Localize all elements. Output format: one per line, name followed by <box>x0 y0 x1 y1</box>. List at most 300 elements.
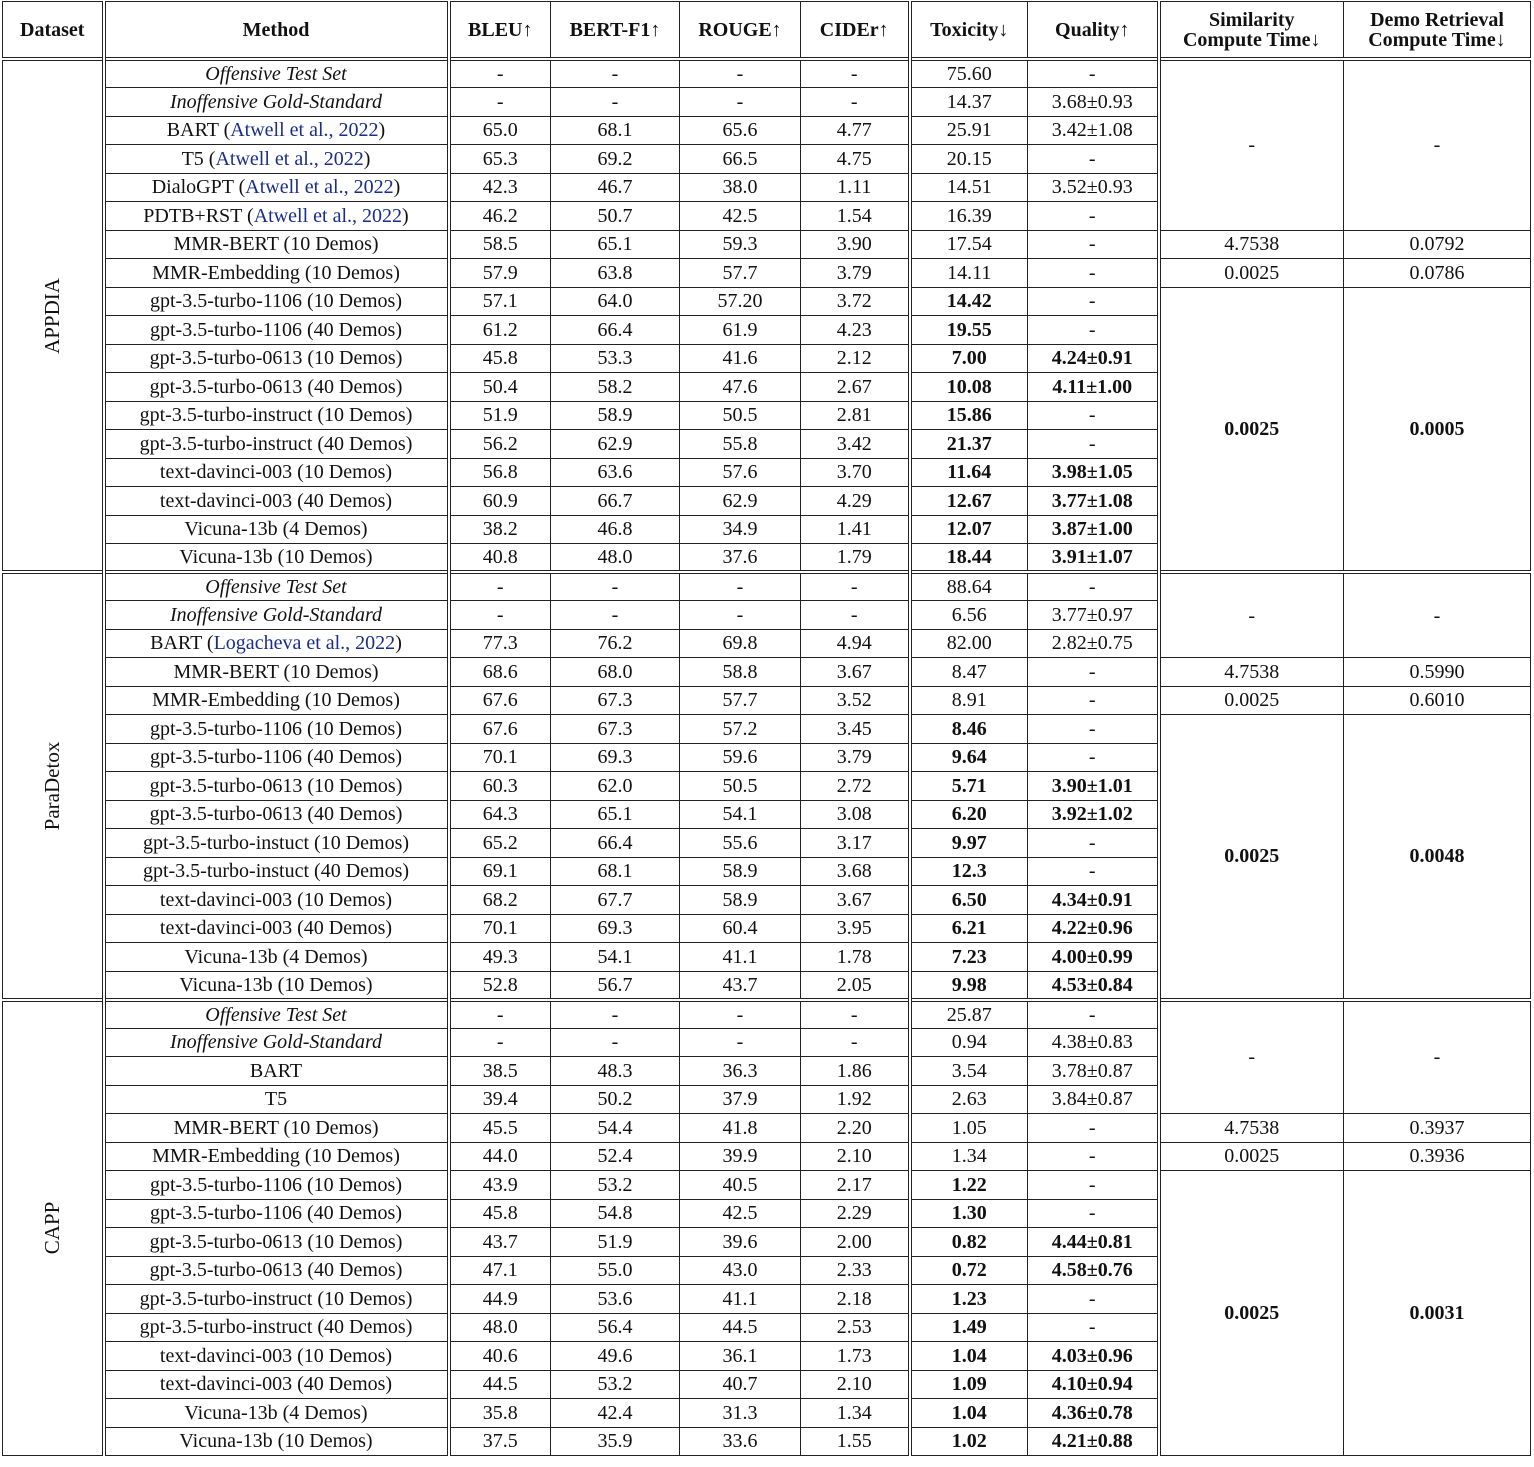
cider-value: 1.55 <box>801 1427 910 1456</box>
cider-value: 3.45 <box>801 715 910 744</box>
demo-retrieval-time-value: - <box>1344 572 1531 658</box>
method-cell <box>104 1342 449 1371</box>
rouge-value: 36.1 <box>680 1342 801 1371</box>
rouge-value: - <box>680 59 801 88</box>
method-name: gpt-3.5-turbo-instuct (40 Demos) <box>142 860 410 883</box>
bleu-value: 39.4 <box>449 1085 551 1114</box>
cider-value: 2.67 <box>801 373 910 402</box>
method-cell: DialoGPT (Atwell et al., 2022) <box>104 173 449 202</box>
quality-value: - <box>1028 686 1159 715</box>
citation-link[interactable]: Logacheva et al., 2022 <box>213 632 396 655</box>
cider-value: 2.53 <box>801 1313 910 1342</box>
method-cell <box>104 601 449 630</box>
method-cell <box>104 658 449 687</box>
bleu-value: 68.6 <box>449 658 551 687</box>
cider-value: 3.52 <box>801 686 910 715</box>
citation-link[interactable]: Atwell et al., 2022 <box>245 176 394 199</box>
method-cell <box>104 1085 449 1114</box>
toxicity-value: 7.00 <box>910 344 1028 373</box>
method-cell <box>104 487 449 516</box>
similarity-time-value: 0.0025 <box>1159 259 1344 288</box>
toxicity-value: 11.64 <box>910 458 1028 487</box>
demo-retrieval-time-value: - <box>1344 59 1531 230</box>
toxicity-value: 1.23 <box>910 1285 1028 1314</box>
method-cell <box>104 373 449 402</box>
header-similarity-line2: Compute Time↓ <box>1182 28 1321 51</box>
cider-value: 2.00 <box>801 1228 910 1257</box>
similarity-time-value: 0.0025 <box>1159 287 1344 572</box>
method-cell <box>104 344 449 373</box>
quality-value: - <box>1028 1199 1159 1228</box>
cider-value: 2.05 <box>801 971 910 1000</box>
rouge-value: 55.6 <box>680 829 801 858</box>
toxicity-value: 1.09 <box>910 1370 1028 1399</box>
demo-retrieval-time-value: 0.0792 <box>1344 230 1531 259</box>
cider-value: - <box>801 572 910 601</box>
cider-value: 3.72 <box>801 287 910 316</box>
rouge-value: 57.7 <box>680 686 801 715</box>
table-row <box>3 1142 1531 1171</box>
toxicity-value: 6.21 <box>910 914 1028 943</box>
rouge-value: 44.5 <box>680 1313 801 1342</box>
quality-value: - <box>1028 572 1159 601</box>
cider-value: - <box>801 1028 910 1057</box>
bert-f1-value: 52.4 <box>551 1142 680 1171</box>
cider-value: 1.92 <box>801 1085 910 1114</box>
demo-retrieval-time-value: 0.0786 <box>1344 259 1531 288</box>
similarity-time-value: 4.7538 <box>1159 658 1344 687</box>
method-cell <box>104 316 449 345</box>
header-demo-retrieval-time <box>1344 2 1531 60</box>
rouge-value: 57.2 <box>680 715 801 744</box>
method-cell <box>104 1057 449 1086</box>
method-name: gpt-3.5-turbo-instuct (10 Demos) <box>142 831 410 854</box>
toxicity-value: 17.54 <box>910 230 1028 259</box>
cider-value: 2.81 <box>801 401 910 430</box>
bert-f1-value: 68.1 <box>551 116 680 145</box>
quality-value: - <box>1028 1171 1159 1200</box>
dataset-name: APPDIA <box>40 277 65 354</box>
toxicity-value: 1.30 <box>910 1199 1028 1228</box>
bert-f1-value: 48.3 <box>551 1057 680 1086</box>
method-cell <box>104 59 449 88</box>
method-cell <box>104 88 449 117</box>
quality-value: 4.10±0.94 <box>1028 1370 1159 1399</box>
cider-value: - <box>801 59 910 88</box>
rouge-value: 58.8 <box>680 658 801 687</box>
bert-f1-value: 67.3 <box>551 715 680 744</box>
method-name: BART <box>166 119 219 142</box>
similarity-time-value: - <box>1159 1000 1344 1114</box>
quality-value: 4.22±0.96 <box>1028 914 1159 943</box>
method-name: Vicuna-13b (4 Demos) <box>184 518 368 541</box>
demo-retrieval-time-value: 0.6010 <box>1344 686 1531 715</box>
bleu-value: 65.2 <box>449 829 551 858</box>
dataset-label-cell <box>3 1000 104 1456</box>
rouge-value: 37.6 <box>680 544 801 573</box>
cider-value: 1.79 <box>801 544 910 573</box>
cider-value: 1.54 <box>801 202 910 231</box>
demo-retrieval-time-value: 0.3937 <box>1344 1114 1531 1143</box>
method-name: gpt-3.5-turbo-1106 (40 Demos) <box>150 1202 402 1225</box>
demo-retrieval-time-value: 0.0005 <box>1344 287 1531 572</box>
toxicity-value: 0.72 <box>910 1256 1028 1285</box>
quality-value: - <box>1028 715 1159 744</box>
rouge-value: 54.1 <box>680 800 801 829</box>
bert-f1-value: 62.0 <box>551 772 680 801</box>
bleu-value: 70.1 <box>449 743 551 772</box>
quality-value: 3.42±1.08 <box>1028 116 1159 145</box>
method-cell <box>104 1427 449 1456</box>
toxicity-value: 0.94 <box>910 1028 1028 1057</box>
method-cell <box>104 1114 449 1143</box>
toxicity-value: 8.47 <box>910 658 1028 687</box>
quality-value: - <box>1028 287 1159 316</box>
cider-value: - <box>801 88 910 117</box>
cider-value: 1.34 <box>801 1399 910 1428</box>
method-name: gpt-3.5-turbo-0613 (40 Demos) <box>149 375 403 398</box>
bert-f1-value: 69.3 <box>551 743 680 772</box>
method-name: Vicuna-13b (10 Demos) <box>179 546 373 568</box>
similarity-time-value: 4.7538 <box>1159 1114 1344 1143</box>
method-cell <box>104 1370 449 1399</box>
dataset-block-paradetox <box>3 572 1531 1000</box>
method-name: PDTB+RST <box>143 204 243 227</box>
toxicity-value: 14.51 <box>910 173 1028 202</box>
method-name: gpt-3.5-turbo-0613 (40 Demos) <box>149 1259 403 1282</box>
toxicity-value: 19.55 <box>910 316 1028 345</box>
quality-value: - <box>1028 1114 1159 1143</box>
bert-f1-value: - <box>551 601 680 630</box>
quality-value: 4.00±0.99 <box>1028 943 1159 972</box>
table-row <box>3 715 1531 744</box>
citation-link[interactable]: Atwell et al., 2022 <box>253 204 403 227</box>
rouge-value: - <box>680 88 801 117</box>
bleu-value: - <box>449 59 551 88</box>
cider-value: 4.75 <box>801 145 910 174</box>
toxicity-value: 75.60 <box>910 59 1028 88</box>
bleu-value: 77.3 <box>449 629 551 658</box>
method-cell <box>104 1313 449 1342</box>
cider-value: 3.68 <box>801 857 910 886</box>
quality-value: - <box>1028 1313 1159 1342</box>
bert-f1-value: 53.6 <box>551 1285 680 1314</box>
table-row <box>3 658 1531 687</box>
quality-value: 4.21±0.88 <box>1028 1427 1159 1456</box>
cider-value: 3.79 <box>801 743 910 772</box>
table-header <box>3 2 1531 60</box>
cider-value: 1.41 <box>801 515 910 544</box>
toxicity-value: 21.37 <box>910 430 1028 459</box>
method-name: gpt-3.5-turbo-0613 (10 Demos) <box>149 774 403 797</box>
cider-value: 2.17 <box>801 1171 910 1200</box>
table-row <box>3 1171 1531 1200</box>
quality-value: 4.53±0.84 <box>1028 971 1159 1000</box>
cider-value: 4.29 <box>801 487 910 516</box>
method-cell <box>104 1399 449 1428</box>
quality-value: 4.11±1.00 <box>1028 373 1159 402</box>
quality-value: - <box>1028 202 1159 231</box>
bleu-value: 51.9 <box>449 401 551 430</box>
bleu-value: 69.1 <box>449 857 551 886</box>
method-name: gpt-3.5-turbo-instruct (40 Demos) <box>139 432 413 455</box>
method-cell <box>104 401 449 430</box>
bert-f1-value: - <box>551 1000 680 1029</box>
toxicity-value: 88.64 <box>910 572 1028 601</box>
method-cell: BART (Logacheva et al., 2022) <box>104 629 449 658</box>
table-row <box>3 686 1531 715</box>
method-name: gpt-3.5-turbo-0613 (10 Demos) <box>149 347 403 370</box>
method-name: MMR-Embedding (10 Demos) <box>152 689 400 712</box>
method-name: Vicuna-13b (4 Demos) <box>184 1401 368 1424</box>
bert-f1-value: 53.2 <box>551 1370 680 1399</box>
method-cell <box>104 743 449 772</box>
bert-f1-value: 62.9 <box>551 430 680 459</box>
bert-f1-value: 69.3 <box>551 914 680 943</box>
rouge-value: 60.4 <box>680 914 801 943</box>
rouge-value: 41.8 <box>680 1114 801 1143</box>
method-cell: T5 (Atwell et al., 2022) <box>104 145 449 174</box>
bleu-value: 67.6 <box>449 686 551 715</box>
method-name: text-davinci-003 (10 Demos) <box>159 1344 393 1367</box>
table-row <box>3 287 1531 316</box>
cider-value: 2.72 <box>801 772 910 801</box>
toxicity-value: 25.87 <box>910 1000 1028 1029</box>
header-quality: Quality↑ <box>1028 2 1159 60</box>
bleu-value: 65.3 <box>449 145 551 174</box>
toxicity-value: 12.67 <box>910 487 1028 516</box>
bleu-value: 56.8 <box>449 458 551 487</box>
bert-f1-value: 69.2 <box>551 145 680 174</box>
rouge-value: 39.6 <box>680 1228 801 1257</box>
method-name: MMR-BERT (10 Demos) <box>173 660 379 683</box>
rouge-value: - <box>680 572 801 601</box>
quality-value: 4.34±0.91 <box>1028 886 1159 915</box>
bleu-value: 38.2 <box>449 515 551 544</box>
rouge-value: 39.9 <box>680 1142 801 1171</box>
method-cell <box>104 943 449 972</box>
bert-f1-value: - <box>551 59 680 88</box>
bert-f1-value: 67.3 <box>551 686 680 715</box>
bert-f1-value: 65.1 <box>551 800 680 829</box>
toxicity-value: 8.46 <box>910 715 1028 744</box>
toxicity-value: 14.42 <box>910 287 1028 316</box>
rouge-value: 43.0 <box>680 1256 801 1285</box>
rouge-value: 41.1 <box>680 943 801 972</box>
bert-f1-value: 66.7 <box>551 487 680 516</box>
cider-value: 2.29 <box>801 1199 910 1228</box>
method-cell: BART (Atwell et al., 2022) <box>104 116 449 145</box>
quality-value: 4.44±0.81 <box>1028 1228 1159 1257</box>
rouge-value: 57.20 <box>680 287 801 316</box>
toxicity-value: 9.98 <box>910 971 1028 1000</box>
dataset-label-cell <box>3 572 104 1000</box>
method-cell <box>104 1228 449 1257</box>
method-name: text-davinci-003 (10 Demos) <box>159 888 393 911</box>
rouge-value: 38.0 <box>680 173 801 202</box>
method-cell <box>104 914 449 943</box>
quality-value: - <box>1028 259 1159 288</box>
table-row <box>3 59 1531 88</box>
toxicity-value: 6.56 <box>910 601 1028 630</box>
toxicity-value: 5.71 <box>910 772 1028 801</box>
cider-value: 3.17 <box>801 829 910 858</box>
header-method: Method <box>104 2 449 60</box>
bert-f1-value: 58.9 <box>551 401 680 430</box>
toxicity-value: 8.91 <box>910 686 1028 715</box>
bleu-value: - <box>449 1000 551 1029</box>
method-cell <box>104 1256 449 1285</box>
method-cell <box>104 259 449 288</box>
bert-f1-value: 53.2 <box>551 1171 680 1200</box>
bert-f1-value: 46.7 <box>551 173 680 202</box>
bleu-value: 40.8 <box>449 544 551 573</box>
bert-f1-value: 54.4 <box>551 1114 680 1143</box>
bert-f1-value: 63.6 <box>551 458 680 487</box>
rouge-value: 43.7 <box>680 971 801 1000</box>
rouge-value: 58.9 <box>680 886 801 915</box>
quality-value: - <box>1028 145 1159 174</box>
toxicity-value: 1.02 <box>910 1427 1028 1456</box>
quality-value: - <box>1028 430 1159 459</box>
cider-value: 3.67 <box>801 886 910 915</box>
toxicity-value: 25.91 <box>910 116 1028 145</box>
toxicity-value: 1.04 <box>910 1342 1028 1371</box>
quality-value: - <box>1028 829 1159 858</box>
method-name: DialoGPT <box>151 176 234 199</box>
similarity-time-value: 0.0025 <box>1159 686 1344 715</box>
method-cell <box>104 1199 449 1228</box>
header-toxicity: Toxicity↓ <box>910 2 1028 60</box>
bert-f1-value: 56.7 <box>551 971 680 1000</box>
toxicity-value: 12.07 <box>910 515 1028 544</box>
table-row <box>3 1000 1531 1029</box>
header-bleu: BLEU↑ <box>449 2 551 60</box>
method-name: gpt-3.5-turbo-0613 (10 Demos) <box>149 1230 403 1253</box>
similarity-time-value: 0.0025 <box>1159 715 1344 1000</box>
cider-value: 3.70 <box>801 458 910 487</box>
bert-f1-value: 58.2 <box>551 373 680 402</box>
quality-value: 3.98±1.05 <box>1028 458 1159 487</box>
results-table <box>2 1 1531 1456</box>
rouge-value: 69.8 <box>680 629 801 658</box>
rouge-value: 42.5 <box>680 202 801 231</box>
quality-value: - <box>1028 1000 1159 1029</box>
rouge-value: 31.3 <box>680 1399 801 1428</box>
rouge-value: 57.6 <box>680 458 801 487</box>
method-cell: PDTB+RST (Atwell et al., 2022) <box>104 202 449 231</box>
method-name: Offensive Test Set <box>205 63 347 85</box>
quality-value: 4.36±0.78 <box>1028 1399 1159 1428</box>
bert-f1-value: 49.6 <box>551 1342 680 1371</box>
bleu-value: 37.5 <box>449 1427 551 1456</box>
toxicity-value: 20.15 <box>910 145 1028 174</box>
citation-link[interactable]: Atwell et al., 2022 <box>215 147 364 170</box>
similarity-time-value: 0.0025 <box>1159 1171 1344 1456</box>
method-name: T5 <box>181 147 204 170</box>
method-cell <box>104 800 449 829</box>
toxicity-value: 9.64 <box>910 743 1028 772</box>
rouge-value: 42.5 <box>680 1199 801 1228</box>
rouge-value: 65.6 <box>680 116 801 145</box>
header-rouge: ROUGE↑ <box>680 2 801 60</box>
toxicity-value: 16.39 <box>910 202 1028 231</box>
bleu-value: 49.3 <box>449 943 551 972</box>
bert-f1-value: 64.0 <box>551 287 680 316</box>
quality-value: 4.38±0.83 <box>1028 1028 1159 1057</box>
quality-value: - <box>1028 857 1159 886</box>
quality-value: 3.77±1.08 <box>1028 487 1159 516</box>
method-name: MMR-BERT (10 Demos) <box>173 1116 379 1139</box>
toxicity-value: 15.86 <box>910 401 1028 430</box>
quality-value: 3.77±0.97 <box>1028 601 1159 630</box>
bleu-value: 45.8 <box>449 344 551 373</box>
method-name: text-davinci-003 (40 Demos) <box>159 1373 393 1396</box>
quality-value: 3.87±1.00 <box>1028 515 1159 544</box>
citation-link[interactable]: Atwell et al., 2022 <box>230 119 379 142</box>
method-name: gpt-3.5-turbo-1106 (10 Demos) <box>150 1173 402 1196</box>
quality-value: 4.03±0.96 <box>1028 1342 1159 1371</box>
bert-f1-value: 51.9 <box>551 1228 680 1257</box>
header-dataset: Dataset <box>3 2 104 60</box>
toxicity-value: 12.3 <box>910 857 1028 886</box>
method-cell <box>104 1142 449 1171</box>
rouge-value: 59.6 <box>680 743 801 772</box>
toxicity-value: 82.00 <box>910 629 1028 658</box>
header-cider: CIDEr↑ <box>801 2 910 60</box>
cider-value: 2.18 <box>801 1285 910 1314</box>
bleu-value: 70.1 <box>449 914 551 943</box>
demo-retrieval-time-value: 0.0048 <box>1344 715 1531 1000</box>
method-cell <box>104 430 449 459</box>
cider-value: 3.67 <box>801 658 910 687</box>
dataset-name: ParaDetox <box>40 741 65 831</box>
table-row <box>3 259 1531 288</box>
method-cell <box>104 1000 449 1029</box>
method-name: Offensive Test Set <box>205 1003 347 1026</box>
bert-f1-value: 68.0 <box>551 658 680 687</box>
cider-value: 1.78 <box>801 943 910 972</box>
cider-value: 2.12 <box>801 344 910 373</box>
method-cell <box>104 829 449 858</box>
method-name: gpt-3.5-turbo-1106 (40 Demos) <box>150 318 402 341</box>
similarity-time-value: 0.0025 <box>1159 1142 1344 1171</box>
rouge-value: 59.3 <box>680 230 801 259</box>
demo-retrieval-time-value: 0.3936 <box>1344 1142 1531 1171</box>
bleu-value: 68.2 <box>449 886 551 915</box>
bert-f1-value: 66.4 <box>551 316 680 345</box>
bleu-value: 65.0 <box>449 116 551 145</box>
method-name: BART <box>150 632 202 655</box>
bleu-value: 44.9 <box>449 1285 551 1314</box>
cider-value: 2.20 <box>801 1114 910 1143</box>
rouge-value: 58.9 <box>680 857 801 886</box>
cider-value: 2.10 <box>801 1370 910 1399</box>
rouge-value: - <box>680 1000 801 1029</box>
bert-f1-value: 48.0 <box>551 544 680 573</box>
cider-value: 2.10 <box>801 1142 910 1171</box>
method-name: text-davinci-003 (40 Demos) <box>159 917 393 940</box>
toxicity-value: 3.54 <box>910 1057 1028 1086</box>
bert-f1-value: 56.4 <box>551 1313 680 1342</box>
toxicity-value: 1.04 <box>910 1399 1028 1428</box>
header-demo-line2: Compute Time↓ <box>1368 28 1506 51</box>
cider-value: 2.33 <box>801 1256 910 1285</box>
toxicity-value: 14.11 <box>910 259 1028 288</box>
cider-value: 3.95 <box>801 914 910 943</box>
bert-f1-value: - <box>551 88 680 117</box>
rouge-value: 37.9 <box>680 1085 801 1114</box>
